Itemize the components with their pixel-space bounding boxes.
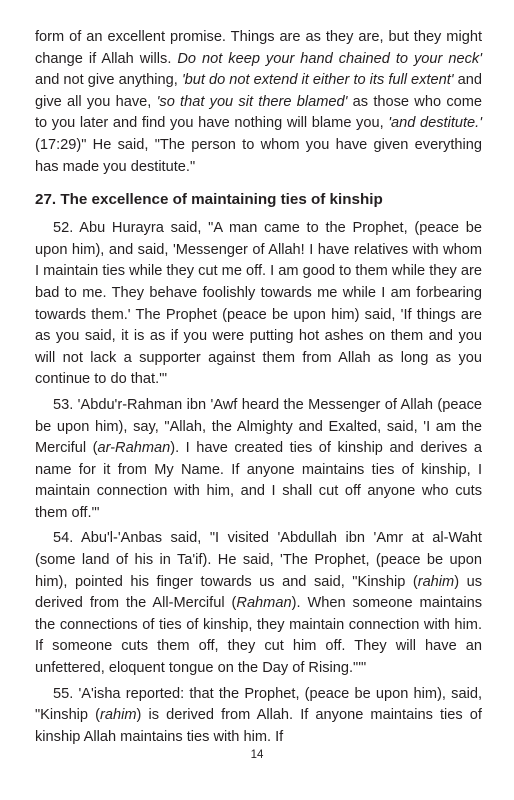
- text-run: as those who come to you later and find you have nothing will blame you,: [35, 93, 483, 132]
- text-run: ) is derived from Allah. If anyone maintains ties of kinship Allah maintains ties with him. If: [35, 707, 482, 745]
- italic-text-run: Rahman: [236, 595, 292, 612]
- italic-text-run: 'but do not extend it either to its full extent': [181, 72, 454, 89]
- page-body: [35, 27, 482, 748]
- text-run: 55. 'A'isha reported: that the Prophet, (peace be upon him), said, "Kinship (: [35, 685, 482, 724]
- text-run: ) us derived from the All-Merciful (: [35, 573, 482, 612]
- italic-text-run: rahim: [417, 573, 455, 590]
- text-run: 52. Abu Hurayra said, "A man came to the Prophet, (peace be upon him), and said, 'Messenger of Allah! I have relatives with whom I maintain ties while they cut me off. I am good to them while they are bad to me. They behave foolishly towards me while I am forbearing towards them.' The Prophet (peace be upon him) said, 'If things are as you said, it is as if you were putting hot ashes on them and you will not lack a supporter against them from Allah as long as you continue to do that.'": [35, 220, 482, 388]
- text-run: and give all you have,: [35, 72, 483, 110]
- intro-paragraph: [35, 27, 482, 178]
- text-run: 54. Abu'l-'Anbas said, "I visited 'Abdullah ibn 'Amr at al-Waht (some land of his in Ta'if). He said, 'The Prophet, (peace be upon him), pointed his finger towards us and said, "Kinship (: [35, 530, 482, 590]
- italic-text-run: Do not keep your hand chained to your neck': [177, 50, 482, 67]
- italic-text-run: 'and destitute.': [388, 115, 482, 132]
- text-run: and not give anything,: [35, 72, 182, 89]
- hadith-54: [35, 528, 482, 679]
- text-run: form of an excellent promise. Things are as they are, but they might change if Allah wills.: [35, 29, 482, 67]
- section-heading: 27. The excellence of maintaining ties of kinship: [35, 191, 383, 209]
- text-run: ). When someone maintains the connections of ties of kinship, they maintain connection with him. If someone cuts them off, they cut him off. They will have an unfettered, eloquent tongue on the Day of Rising."'": [35, 595, 482, 677]
- hadith-52: [35, 218, 482, 391]
- text-run: (17:29)" He said, "The person to whom you have given everything has made you destitute.": [35, 136, 482, 175]
- italic-text-run: rahim: [100, 707, 137, 724]
- text-run: 53. 'Abdu'r-Rahman ibn 'Awf heard the Messenger of Allah (peace be upon him), say, "Allah, the Almighty and Exalted, said, 'I am the Merciful (: [35, 396, 482, 457]
- italic-text-run: ar-Rahman: [97, 440, 171, 457]
- hadith-53: [35, 395, 482, 525]
- hadith-55: [35, 684, 482, 749]
- page-number: 14: [250, 749, 264, 761]
- italic-text-run: 'so that you sit there blamed': [156, 93, 348, 110]
- text-run: ). I have created ties of kinship and derives a name for it from My Name. If anyone maintains ties of kinship, I maintain connection with him, and I shall cut off anyone who cuts them off.'": [35, 440, 482, 521]
